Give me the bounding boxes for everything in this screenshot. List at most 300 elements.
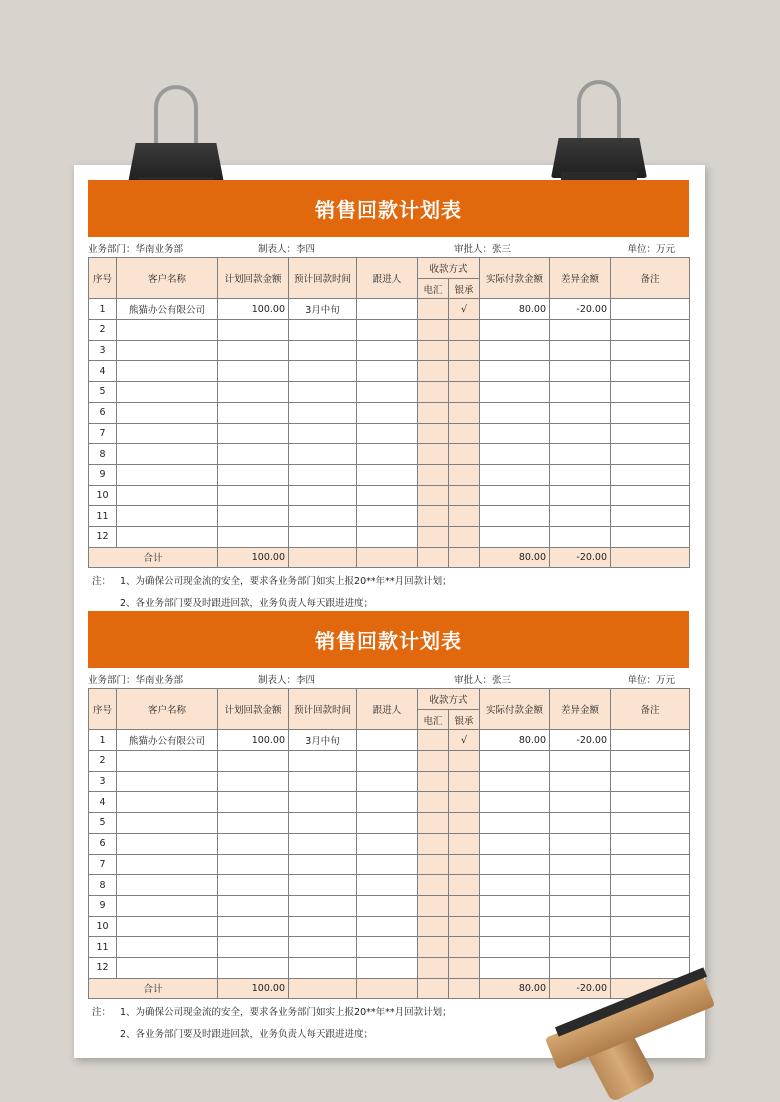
row-actual [480, 340, 550, 361]
row-follower [357, 771, 418, 792]
row-seq: 12 [89, 957, 117, 978]
row-seq: 12 [89, 526, 117, 547]
row-wire [418, 320, 449, 341]
table-row [89, 506, 690, 527]
row-diff [550, 875, 611, 896]
row-planned [218, 402, 289, 423]
row-follower [357, 526, 418, 547]
row-follower [357, 423, 418, 444]
row-actual [480, 833, 550, 854]
row-planned [218, 957, 289, 978]
row-wire [418, 792, 449, 813]
info-row [88, 237, 689, 257]
maker-label: 制表人： [258, 244, 297, 255]
row-actual [480, 526, 550, 547]
row-client [117, 506, 218, 527]
row-seq: 9 [89, 464, 117, 485]
row-diff [550, 937, 611, 958]
row-planned [218, 813, 289, 834]
row-diff [550, 916, 611, 937]
row-planned [218, 771, 289, 792]
approver-label: 审批人： [454, 244, 493, 255]
row-wire [418, 423, 449, 444]
table-row [89, 361, 690, 382]
table-row [89, 464, 690, 485]
row-client [117, 402, 218, 423]
row-follower [357, 916, 418, 937]
row-diff [550, 423, 611, 444]
row-planned [218, 937, 289, 958]
row-remark [611, 299, 690, 320]
row-follower [357, 299, 418, 320]
row-seq: 9 [89, 895, 117, 916]
row-expected-time [289, 485, 357, 506]
row-draft [449, 751, 480, 772]
row-planned [218, 506, 289, 527]
row-planned [218, 526, 289, 547]
row-draft [449, 771, 480, 792]
row-draft [449, 813, 480, 834]
row-seq: 7 [89, 423, 117, 444]
row-draft [449, 320, 480, 341]
row-seq: 2 [89, 751, 117, 772]
header-expected-time: 预计回款时间 [289, 258, 357, 299]
maker-value: 李四 [296, 675, 316, 686]
row-actual [480, 916, 550, 937]
row-client [117, 813, 218, 834]
rubber-stamp-icon [545, 985, 715, 1095]
header-remark: 备注 [611, 258, 690, 299]
row-diff [550, 895, 611, 916]
row-seq: 1 [89, 730, 117, 751]
row-wire [418, 937, 449, 958]
row-follower [357, 937, 418, 958]
table-row [89, 423, 690, 444]
sheet-title: 销售回款计划表 [88, 611, 689, 668]
row-diff [550, 506, 611, 527]
row-follower [357, 464, 418, 485]
table-row [89, 402, 690, 423]
row-seq: 6 [89, 402, 117, 423]
row-draft [449, 937, 480, 958]
table-row [89, 382, 690, 403]
note-line-1: 1、为确保公司现金流的安全，要求各业务部门如实上报20**年**月回款计划； [120, 576, 452, 588]
row-planned: 100.00 [218, 730, 289, 751]
total-row [89, 547, 690, 568]
row-actual [480, 895, 550, 916]
row-follower [357, 320, 418, 341]
row-actual [480, 771, 550, 792]
row-client [117, 957, 218, 978]
row-diff [550, 464, 611, 485]
header-client: 客户名称 [117, 258, 218, 299]
header-follower: 跟进人 [357, 258, 418, 299]
row-seq: 10 [89, 485, 117, 506]
row-remark [611, 751, 690, 772]
binder-clip-right [551, 80, 647, 190]
unit-label: 单位： [627, 244, 656, 255]
row-remark [611, 485, 690, 506]
row-wire [418, 730, 449, 751]
row-remark [611, 854, 690, 875]
row-planned [218, 833, 289, 854]
row-expected-time [289, 444, 357, 465]
table-row [89, 485, 690, 506]
row-follower [357, 382, 418, 403]
row-planned [218, 382, 289, 403]
approver-value: 张三 [492, 244, 512, 255]
row-expected-time: 3月中旬 [289, 299, 357, 320]
row-expected-time [289, 402, 357, 423]
header-diff: 差异金额 [550, 258, 611, 299]
table-row [89, 957, 690, 978]
row-draft [449, 506, 480, 527]
header-method: 收款方式 [418, 258, 480, 279]
table-row [89, 916, 690, 937]
row-follower [357, 854, 418, 875]
row-seq: 4 [89, 792, 117, 813]
row-planned [218, 361, 289, 382]
maker-value: 李四 [296, 244, 316, 255]
header-planned: 计划回款金额 [218, 689, 289, 730]
row-wire [418, 299, 449, 320]
row-wire [418, 833, 449, 854]
row-remark [611, 361, 690, 382]
row-draft [449, 402, 480, 423]
info-row [88, 668, 689, 688]
row-draft [449, 464, 480, 485]
row-seq: 2 [89, 320, 117, 341]
row-wire [418, 340, 449, 361]
row-client [117, 895, 218, 916]
row-planned [218, 444, 289, 465]
row-seq: 6 [89, 833, 117, 854]
table-row [89, 444, 690, 465]
row-actual [480, 444, 550, 465]
row-actual [480, 937, 550, 958]
row-diff [550, 833, 611, 854]
row-actual [480, 792, 550, 813]
table-row [89, 813, 690, 834]
row-seq: 11 [89, 937, 117, 958]
header-expected-time: 预计回款时间 [289, 689, 357, 730]
row-actual [480, 506, 550, 527]
approver-label: 审批人： [454, 675, 493, 686]
row-diff [550, 340, 611, 361]
row-client [117, 444, 218, 465]
row-follower [357, 813, 418, 834]
row-client [117, 382, 218, 403]
row-expected-time [289, 792, 357, 813]
row-expected-time [289, 423, 357, 444]
row-client [117, 751, 218, 772]
table-row [89, 895, 690, 916]
row-actual [480, 464, 550, 485]
row-wire [418, 402, 449, 423]
row-planned: 100.00 [218, 299, 289, 320]
header-wire: 电汇 [418, 709, 449, 730]
binder-clip-left [128, 85, 224, 195]
row-remark [611, 526, 690, 547]
payment-table [88, 688, 690, 999]
row-remark [611, 937, 690, 958]
row-planned [218, 854, 289, 875]
row-draft: √ [449, 730, 480, 751]
row-remark [611, 730, 690, 751]
total-planned: 100.00 [218, 547, 289, 568]
row-diff [550, 751, 611, 772]
unit-value: 万元 [655, 244, 675, 255]
header-diff: 差异金额 [550, 689, 611, 730]
maker-label: 制表人： [258, 675, 297, 686]
row-remark [611, 423, 690, 444]
header-method: 收款方式 [418, 689, 480, 710]
row-draft [449, 382, 480, 403]
row-draft [449, 444, 480, 465]
row-client [117, 916, 218, 937]
note-line-2: 2、各业务部门要及时跟进回款，业务负责人每天跟进进度； [120, 598, 374, 610]
sheet-section-2 [88, 611, 689, 1049]
row-seq: 11 [89, 506, 117, 527]
row-seq: 4 [89, 361, 117, 382]
row-diff [550, 792, 611, 813]
row-wire [418, 464, 449, 485]
row-expected-time [289, 320, 357, 341]
unit-label: 单位： [627, 675, 656, 686]
dept-value: 华南业务部 [135, 675, 184, 686]
table-row [89, 771, 690, 792]
row-draft [449, 854, 480, 875]
row-diff [550, 320, 611, 341]
row-follower [357, 895, 418, 916]
row-remark [611, 506, 690, 527]
row-remark [611, 382, 690, 403]
row-client [117, 792, 218, 813]
unit-value: 万元 [655, 675, 675, 686]
row-diff [550, 361, 611, 382]
row-wire [418, 875, 449, 896]
row-wire [418, 361, 449, 382]
row-wire [418, 751, 449, 772]
row-diff: -20.00 [550, 730, 611, 751]
row-actual [480, 854, 550, 875]
row-actual: 80.00 [480, 299, 550, 320]
row-follower [357, 875, 418, 896]
total-diff: -20.00 [550, 978, 611, 999]
row-draft [449, 423, 480, 444]
row-wire [418, 854, 449, 875]
row-diff [550, 485, 611, 506]
row-seq: 8 [89, 875, 117, 896]
table-row [89, 751, 690, 772]
header-client: 客户名称 [117, 689, 218, 730]
header-actual: 实际付款金额 [480, 258, 550, 299]
row-expected-time [289, 895, 357, 916]
table-row [89, 320, 690, 341]
row-client [117, 361, 218, 382]
table-row [89, 526, 690, 547]
row-wire [418, 771, 449, 792]
row-client [117, 526, 218, 547]
total-label: 合计 [89, 547, 218, 568]
row-draft [449, 957, 480, 978]
row-expected-time [289, 506, 357, 527]
row-follower [357, 506, 418, 527]
row-expected-time [289, 875, 357, 896]
dept-label: 业务部门： [88, 675, 136, 686]
row-seq: 1 [89, 299, 117, 320]
row-planned [218, 464, 289, 485]
row-seq: 3 [89, 340, 117, 361]
notes-prefix: 注： [92, 576, 112, 588]
row-follower [357, 833, 418, 854]
row-follower [357, 730, 418, 751]
payment-table [88, 257, 690, 568]
row-expected-time [289, 382, 357, 403]
total-actual: 80.00 [480, 978, 550, 999]
row-remark [611, 771, 690, 792]
row-planned [218, 423, 289, 444]
table-row [89, 299, 690, 320]
row-client [117, 320, 218, 341]
row-wire [418, 382, 449, 403]
row-client [117, 464, 218, 485]
row-planned [218, 485, 289, 506]
row-actual [480, 813, 550, 834]
row-actual [480, 320, 550, 341]
row-client [117, 937, 218, 958]
sheet-title: 销售回款计划表 [88, 180, 689, 237]
row-follower [357, 340, 418, 361]
row-expected-time [289, 340, 357, 361]
row-draft [449, 485, 480, 506]
row-wire [418, 485, 449, 506]
row-wire [418, 895, 449, 916]
row-diff: -20.00 [550, 299, 611, 320]
row-follower [357, 361, 418, 382]
row-follower [357, 485, 418, 506]
header-actual: 实际付款金额 [480, 689, 550, 730]
row-remark [611, 813, 690, 834]
row-planned [218, 875, 289, 896]
header-planned: 计划回款金额 [218, 258, 289, 299]
row-client [117, 833, 218, 854]
note-line-2: 2、各业务部门要及时跟进回款，业务负责人每天跟进进度； [120, 1029, 374, 1041]
row-planned [218, 916, 289, 937]
header-seq: 序号 [89, 258, 117, 299]
row-remark [611, 444, 690, 465]
row-remark [611, 957, 690, 978]
table-header-row [89, 258, 690, 279]
row-client [117, 340, 218, 361]
row-expected-time [289, 751, 357, 772]
row-remark [611, 464, 690, 485]
row-actual [480, 402, 550, 423]
row-remark [611, 875, 690, 896]
row-seq: 10 [89, 916, 117, 937]
row-diff [550, 957, 611, 978]
row-follower [357, 792, 418, 813]
row-planned [218, 320, 289, 341]
row-remark [611, 916, 690, 937]
header-remark: 备注 [611, 689, 690, 730]
row-wire [418, 957, 449, 978]
total-diff: -20.00 [550, 547, 611, 568]
row-remark [611, 320, 690, 341]
row-wire [418, 813, 449, 834]
row-planned [218, 792, 289, 813]
row-client [117, 485, 218, 506]
table-row [89, 937, 690, 958]
table-row [89, 833, 690, 854]
row-actual [480, 875, 550, 896]
dept-label: 业务部门： [88, 244, 136, 255]
total-actual: 80.00 [480, 547, 550, 568]
row-planned [218, 340, 289, 361]
row-diff [550, 444, 611, 465]
row-diff [550, 813, 611, 834]
header-follower: 跟进人 [357, 689, 418, 730]
row-wire [418, 444, 449, 465]
row-planned [218, 751, 289, 772]
row-client [117, 875, 218, 896]
row-expected-time [289, 937, 357, 958]
table-row [89, 875, 690, 896]
row-actual [480, 485, 550, 506]
row-expected-time: 3月中旬 [289, 730, 357, 751]
table-row [89, 792, 690, 813]
row-expected-time [289, 916, 357, 937]
row-follower [357, 444, 418, 465]
row-client: 熊猫办公有限公司 [117, 299, 218, 320]
header-draft: 银承 [449, 709, 480, 730]
row-diff [550, 402, 611, 423]
row-draft [449, 916, 480, 937]
row-remark [611, 340, 690, 361]
row-remark [611, 895, 690, 916]
table-row [89, 340, 690, 361]
row-expected-time [289, 526, 357, 547]
row-draft [449, 792, 480, 813]
row-remark [611, 402, 690, 423]
row-draft [449, 895, 480, 916]
notes-prefix: 注： [92, 1007, 112, 1019]
row-client [117, 771, 218, 792]
row-expected-time [289, 361, 357, 382]
row-draft [449, 340, 480, 361]
header-wire: 电汇 [418, 278, 449, 299]
total-planned: 100.00 [218, 978, 289, 999]
row-actual [480, 361, 550, 382]
row-expected-time [289, 813, 357, 834]
row-draft [449, 833, 480, 854]
row-planned [218, 895, 289, 916]
row-diff [550, 854, 611, 875]
total-label: 合计 [89, 978, 218, 999]
row-diff [550, 382, 611, 403]
row-remark [611, 792, 690, 813]
header-seq: 序号 [89, 689, 117, 730]
row-remark [611, 833, 690, 854]
approver-value: 张三 [492, 675, 512, 686]
row-draft: √ [449, 299, 480, 320]
table-row [89, 730, 690, 751]
row-follower [357, 957, 418, 978]
header-draft: 银承 [449, 278, 480, 299]
row-diff [550, 771, 611, 792]
row-seq: 5 [89, 382, 117, 403]
row-seq: 7 [89, 854, 117, 875]
